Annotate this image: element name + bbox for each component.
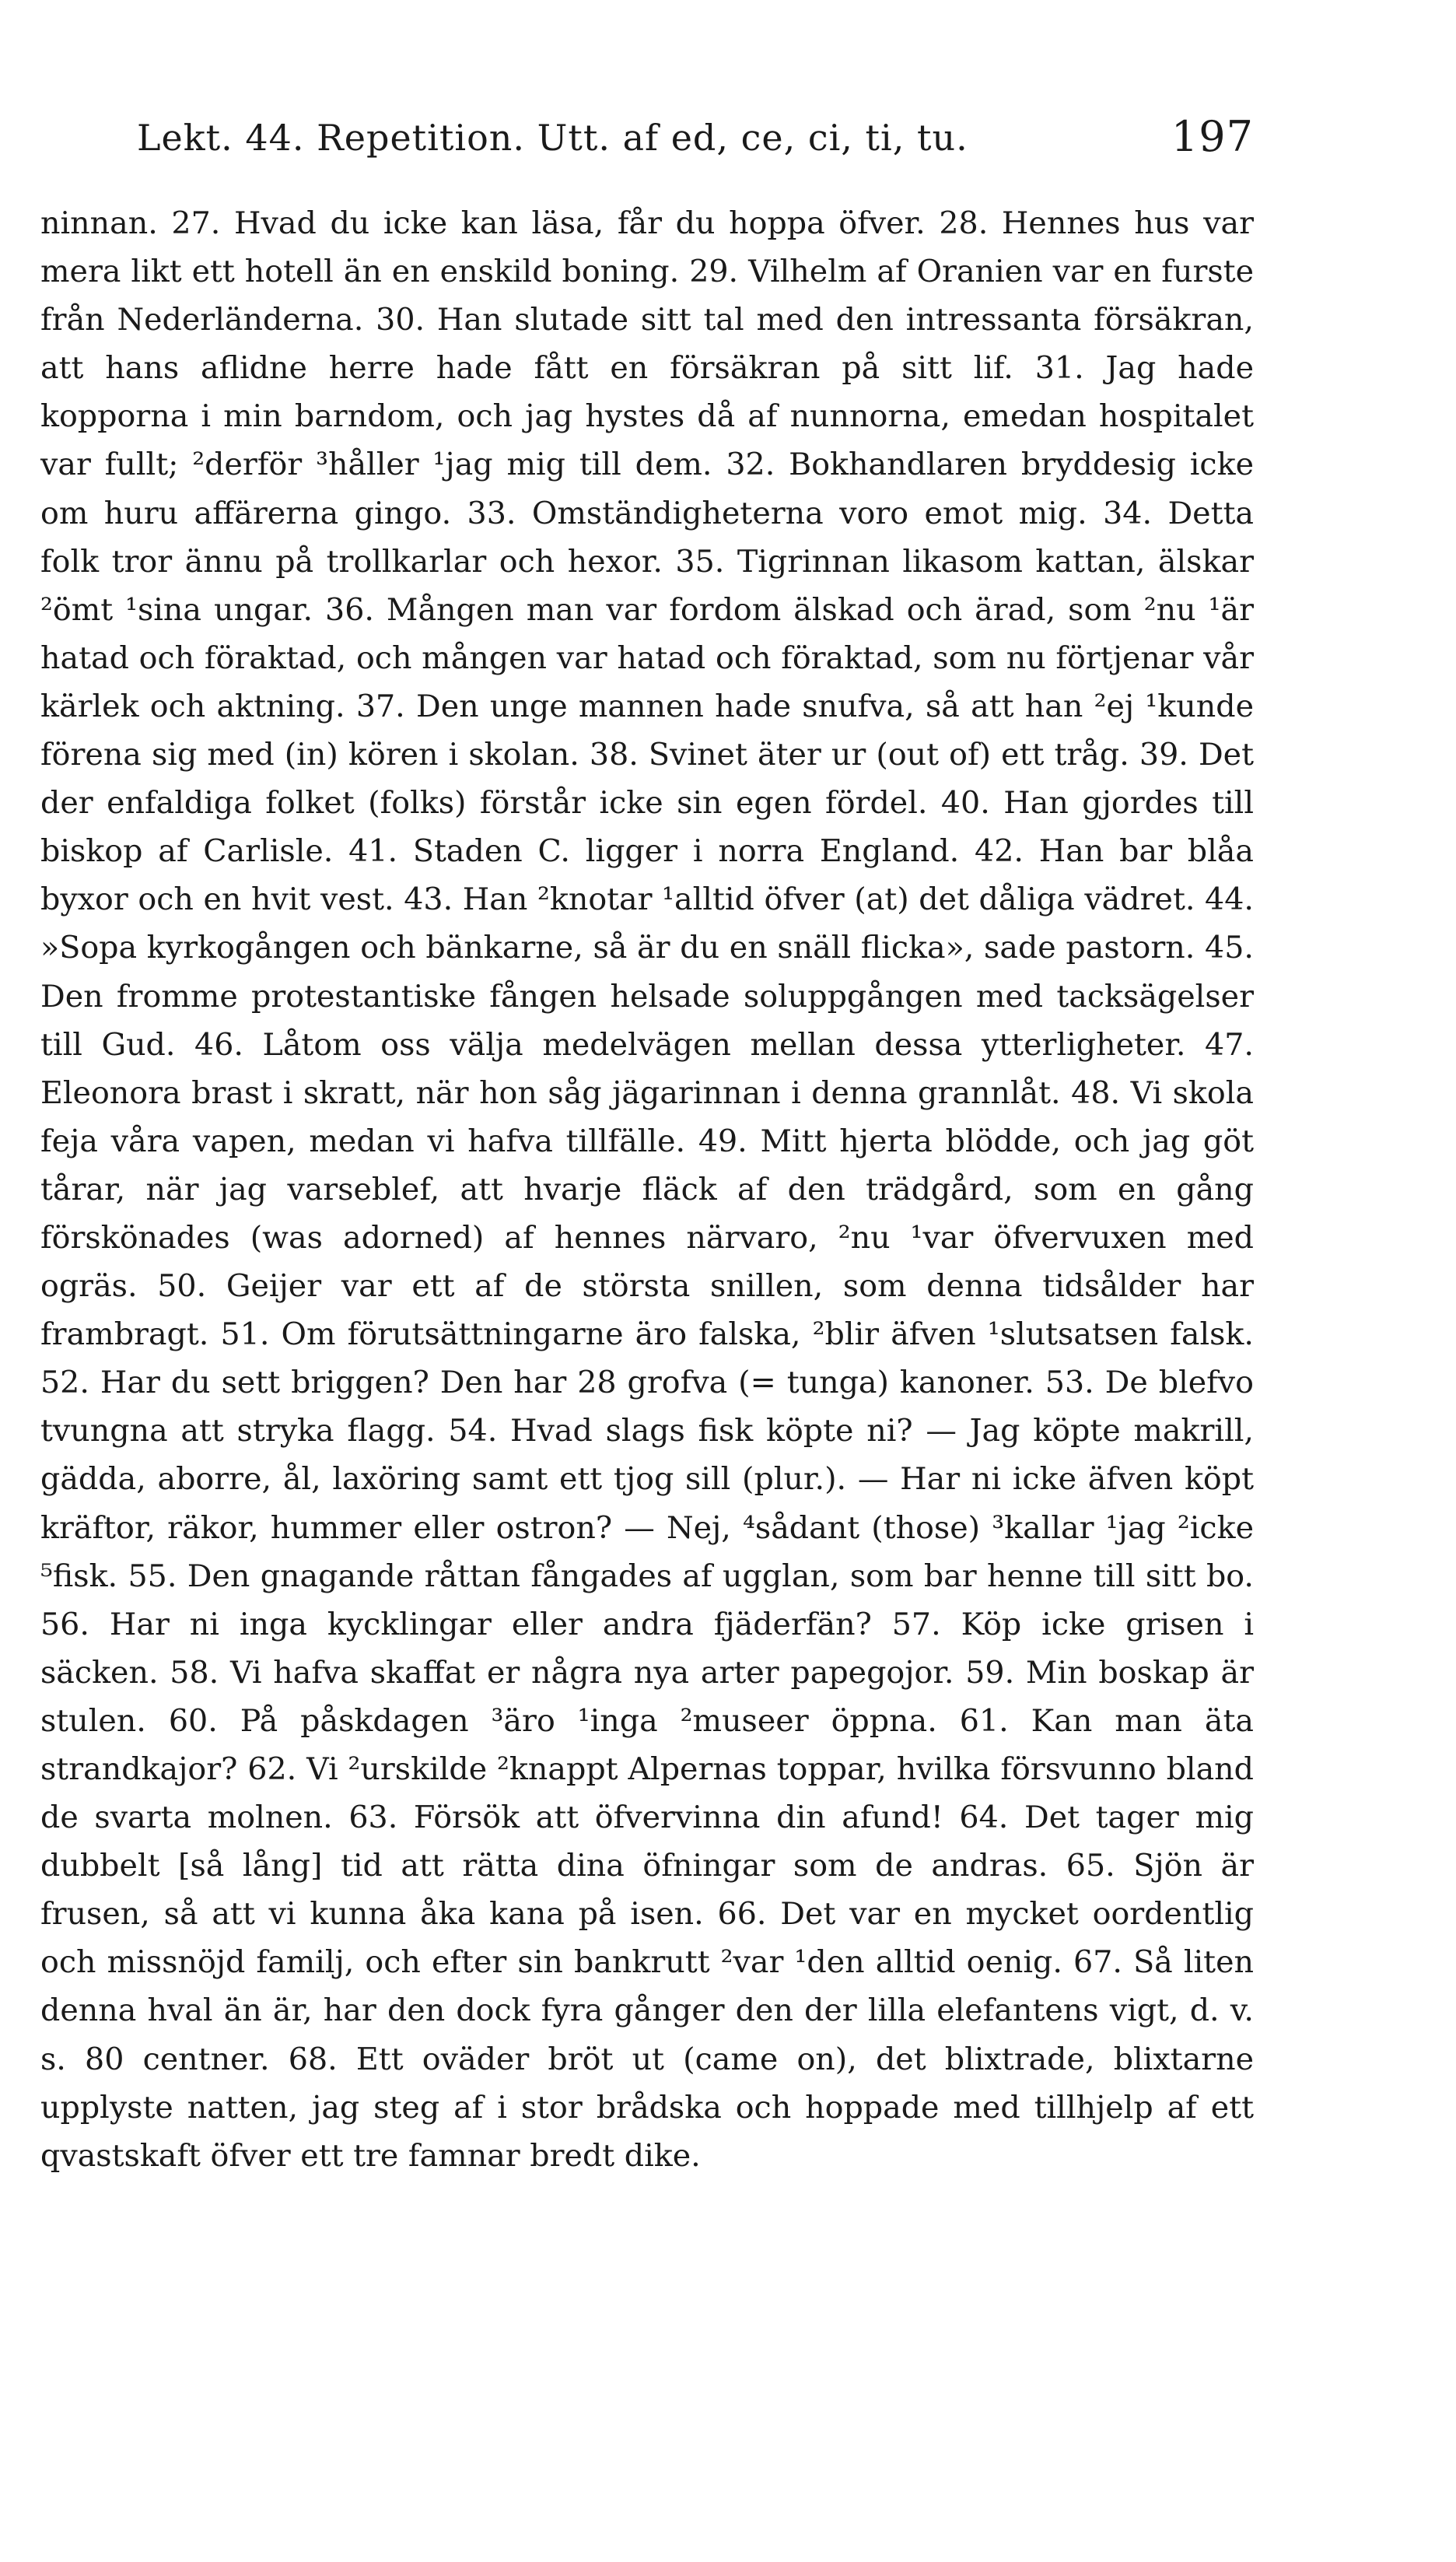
- running-head: Lekt. 44. Repetition. Utt. af ed, ce, ci, ti, tu.: [137, 117, 968, 159]
- page-header: [40, 112, 1254, 179]
- page-number: 197: [1171, 112, 1254, 161]
- book-page: [40, 112, 1254, 2180]
- exercise-text: ninnan. 27. Hvad du icke kan läsa, får du hoppa öfver. 28. Hennes hus var mera likt ett hotell än en enskild boning. 29. Vilhelm af Oranien var en furste från Nederländerna. 30. Han slutade sitt tal med den intressanta försäkran, att hans aflidne herre hade fått en försäkran på sitt lif. 31. Jag hade kopporna i min barndom, och jag hystes då af nunnorna, emedan hospitalet var fullt; ²derför ³håller ¹jag mig till dem. 32. Bokhandlaren bryddesig icke om huru affärerna gingo. 33. Omständigheterna voro emot mig. 34. Detta folk tror ännu på trollkarlar och hexor. 35. Tigrinnan likasom kattan, älskar ²ömt ¹sina ungar. 36. Mången man var fordom älskad och ärad, som ²nu ¹är hatad och föraktad, och mången var hatad och föraktad, som nu förtjenar vår kärlek och aktning. 37. Den unge mannen hade snufva, så att han ²ej ¹kunde förena sig med (in) kören i skolan. 38. Svinet äter ur (out of) ett tråg. 39. Det der enfaldiga folket (folks) förstår icke sin egen fördel. 40. Han gjordes till biskop af Carlisle. 41. Staden C. ligger i norra England. 42. Han bar blåa byxor och en hvit vest. 43. Han ²knotar ¹alltid öfver (at) det dåliga vädret. 44. »Sopa kyrkogången och bänkarne, så är du en snäll flicka», sade pastorn. 45. Den fromme protestantiske fången helsade soluppgången med tacksägelser till Gud. 46. Låtom oss välja medelvägen mellan dessa ytterligheter. 47. Eleonora brast i skratt, när hon såg jägarinnan i denna grannlåt. 48. Vi skola feja våra vapen, medan vi hafva tillfälle. 49. Mitt hjerta blödde, och jag göt tårar, när jag varseblef, att hvarje fläck af den trädgård, som en gång förskönades (was adorned) af hennes närvaro, ²nu ¹var öfvervuxen med ogräs. 50. Geijer var ett af de största snillen, som denna tidsålder har frambragt. 51. Om förutsättningarne äro falska, ²blir äfven ¹slutsatsen falsk. 52. Har du sett briggen? Den har 28 grofva (= tunga) kanoner. 53. De blefvo tvungna att stryka flagg. 54. Hvad slags fisk köpte ni? — Jag köpte makrill, gädda, aborre, ål, laxöring samt ett tjog sill (plur.). — Har ni icke äfven köpt kräftor, räkor, hummer eller ostron? — Nej, ⁴sådant (those) ³kallar ¹jag ²icke ⁵fisk. 55. Den gnagande råttan fångades af ugglan, som bar henne till sitt bo. 56. Har ni inga kycklingar eller andra fjäderfän? 57. Köp icke grisen i säcken. 58. Vi hafva skaffat er några nya arter papegojor. 59. Min boskap är stulen. 60. På påskdagen ³äro ¹inga ²museer öppna. 61. Kan man äta strandkajor? 62. Vi ²urskilde ²knappt Alpernas toppar, hvilka försvunno bland de svarta molnen. 63. Försök att öfvervinna din afund! 64. Det tager mig dubbelt [så lång] tid att rätta dina öfningar som de andras. 65. Sjön är frusen, så att vi kunna åka kana på isen. 66. Det var en mycket oordentlig och missnöjd familj, och efter sin bankrutt ²var ¹den alltid oenig. 67. Så liten denna hval än är, har den dock fyra gånger den der lilla elefantens vigt, d. v. s. 80 centner. 68. Ett oväder bröt ut (came on), det blixtrade, blixtarne upplyste natten, jag steg af i stor brådska och hoppade med tillhjelp af ett qvastskaft öfver ett tre famnar bredt dike.: [40, 205, 1254, 2174]
